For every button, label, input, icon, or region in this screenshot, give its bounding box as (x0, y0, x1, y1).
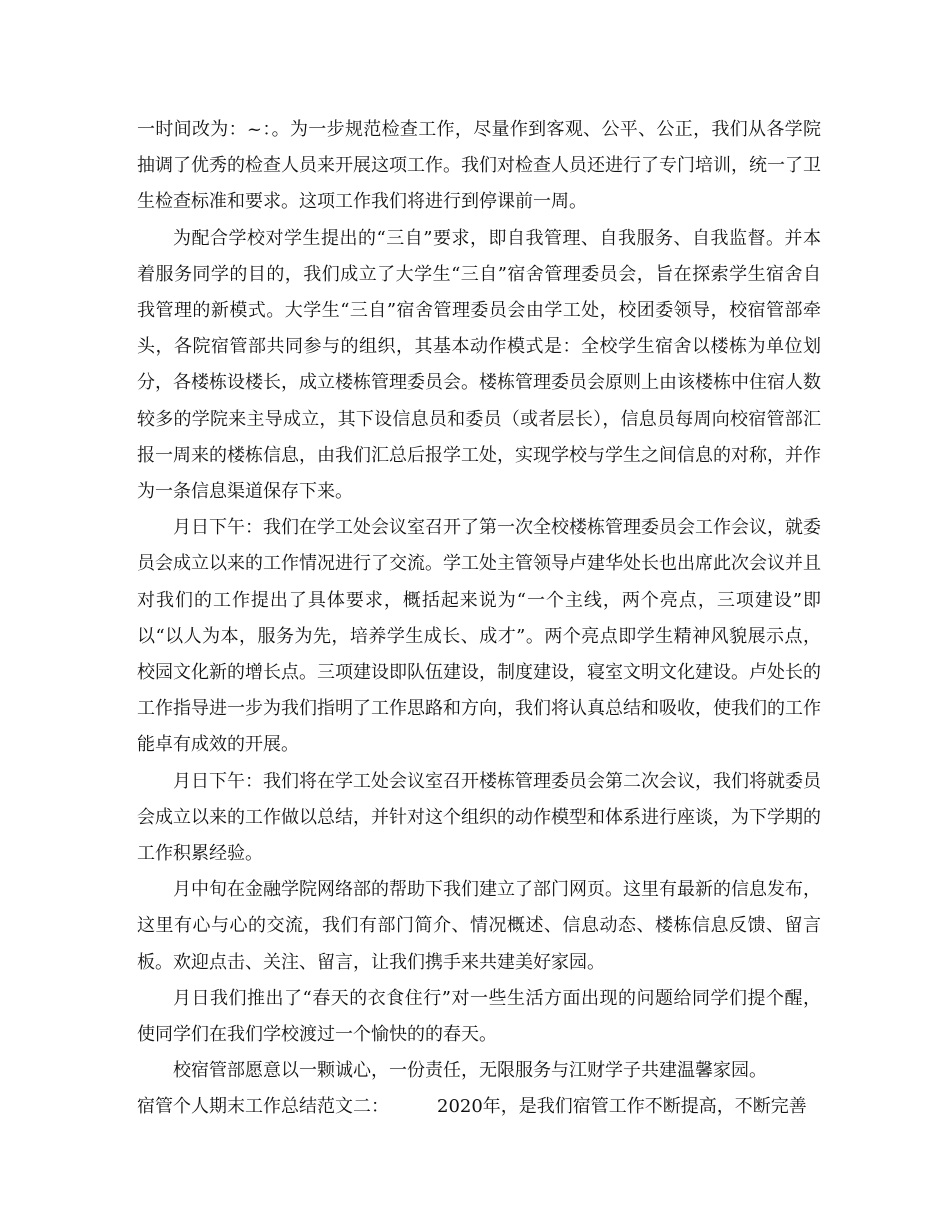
paragraph-second-meeting: 月日下午：我们将在学工处会议室召开楼栋管理委员会第二次会议，我们将就委员会成立以来的工作做以总结，并针对这个组织的动作模型和体系进行座谈，为下学期的工作积累经验。 (137, 770, 821, 865)
paragraph-first-meeting: 月日下午：我们在学工处会议室召开了第一次全校楼栋管理委员会工作会议，就委员会成立以来的工作情况进行了交流。学工处主管领导卢建华处长也出席此次会议并且对我们的工作提出了具体要求，概括起来说为“一个主线，两个亮点，三项建设”即以“以人为本，服务为先，培养学生成长、成才”。两个亮点即学生精神风貌展示点，校园文化新的增长点。三项建设即队伍建设，制度建设，寝室文明文化建设。卢处长的工作指导进一步为我们指明了工作思路和方向，我们将认真总结和吸收，使我们的工作能卓有成效的开展。 (137, 517, 821, 756)
next-section-line (137, 1089, 821, 1125)
paragraph-spring-campaign: 月日我们推出了“春天的衣食住行”对一些生活方面出现的问题给同学们提个醒，使同学们在我们学校渡过一个愉快的的春天。 (137, 987, 821, 1046)
paragraph-inspection: 一时间改为：~：。为一步规范检查工作，尽量作到客观、公平、公正，我们从各学院抽调了优秀的检查人员来开展这项工作。我们对检查人员还进行了专门培训，统一了卫生检查标准和要求。这项工作我们将进行到停课前一周。 (137, 119, 821, 213)
next-section-heading: 宿管个人期末工作总结范文二： (137, 1096, 389, 1118)
next-section-text: 2020年，是我们宿管工作不断提高，不断完善 (437, 1096, 807, 1118)
paragraph-three-self-committee: 为配合学校对学生提出的“三自”要求，即自我管理、自我服务、自我监督。并本着服务同学的目的，我们成立了大学生“三自”宿舍管理委员会，旨在探索学生宿舍自我管理的新模式。大学生“三自”宿舍管理委员会由学工处，校团委领导，校宿管部牵头，各院宿管部共同参与的组织，其基本动作模式是：全校学生宿舍以楼栋为单位划分，各楼栋设楼长，成立楼栋管理委员会。楼栋管理委员会原则上由该楼栋中住宿人数较多的学院来主导成立，其下设信息员和委员（或者层长），信息员每周向校宿管部汇报一周来的楼栋信息，由我们汇总后报学工处，实现学校与学生之间信息的对称，并作为一条信息渠道保存下来。 (137, 227, 821, 503)
paragraph-closing: 校宿管部愿意以一颗诚心，一份责任，无限服务与江财学子共建温馨家园。 (173, 1060, 767, 1082)
paragraph-department-webpage: 月中旬在金融学院网络部的帮助下我们建立了部门网页。这里有最新的信息发布，这里有心与心的交流，我们有部门简介、情况概述、信息动态、楼栋信息反馈、留言板。欢迎点击、关注、留言，让我们携手来共建美好家园。 (137, 879, 821, 973)
document-body (137, 112, 821, 1126)
